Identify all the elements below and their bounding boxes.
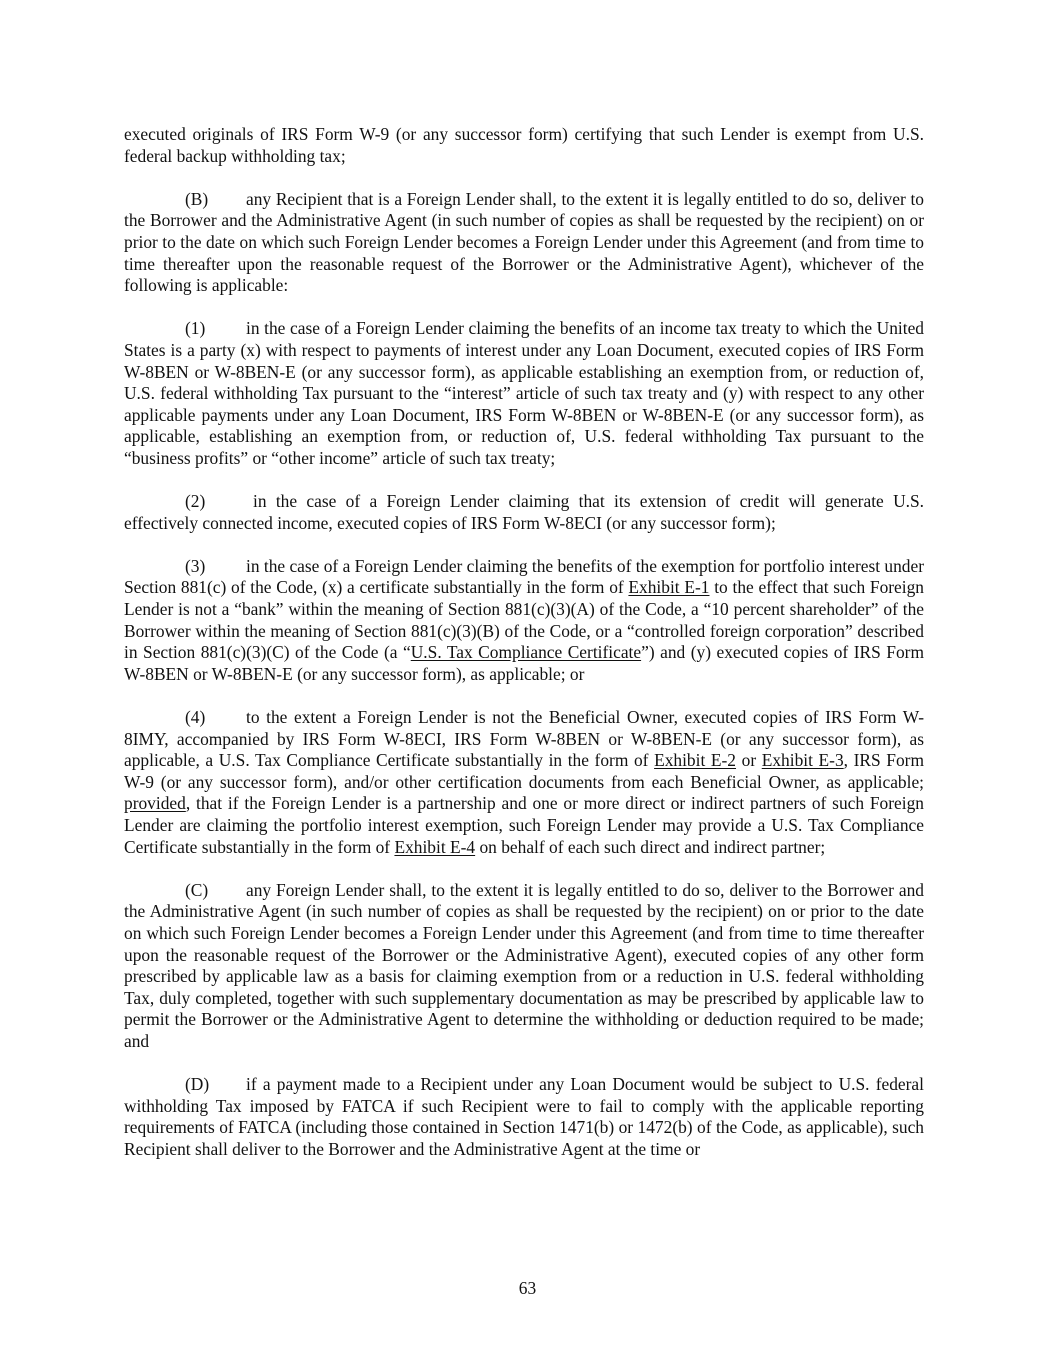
- paragraph-text: on behalf of each such direct and indirect partner;: [475, 836, 826, 857]
- page-number: 63: [518, 1278, 537, 1298]
- paragraph-label: (B): [185, 188, 209, 209]
- paragraph-text: , IRS Form W-9 (or any successor form), and/or other certification documents from each Beneficial Owner, as applicable;: [124, 750, 924, 792]
- paragraph-c: [124, 880, 924, 1053]
- paragraph-text: executed originals of IRS Form W-9 (or any successor form) certifying that such Lender is exempt from U.S. federal backup withholding tax;: [124, 124, 924, 166]
- paragraph-continuation: [124, 124, 924, 167]
- paragraph-label: (C): [185, 879, 209, 900]
- paragraph-text: in the case of a Foreign Lender claiming the benefits of the exemption for portfolio interest under Section 881(c) of the Code, (x) a certificate substantially in the form of: [124, 555, 925, 598]
- exhibit-e4-link: Exhibit E-4: [394, 836, 476, 857]
- exhibit-e1-link: Exhibit E-1: [628, 577, 710, 598]
- exhibit-e2-link: Exhibit E-2: [654, 750, 737, 771]
- provided-term: provided: [124, 793, 186, 814]
- paragraph-text: or: [736, 750, 762, 771]
- paragraph-text: to the effect that such Foreign Lender is not a “bank” within the meaning of Section 881(c)(3)(A) of the Code, a “10 percent shareholder” of the Borrower within the meaning of Section 881(c)(3)(B) of the Code, or a “controlled foreign corporation” described in Section 881(c)(3)(C) of the Code (a “: [124, 577, 924, 663]
- paragraph-b: [124, 189, 924, 297]
- exhibit-e3-link: Exhibit E-3: [761, 750, 844, 771]
- paragraph-text: in the case of a Foreign Lender claiming the benefits of an income tax treaty to which the United States is a party (x) with respect to payments of interest under any Loan Document, executed copies of IRS Form W-8BEN or W-8BEN-E (or any successor form), as applicable establishing an exemption from, or reduction of, U.S. federal withholding Tax pursuant to the “interest” article of such tax treaty and (y) with respect to any other applicable payments under any Loan Document, IRS Form W-8BEN or W-8BEN-E (or any successor form), as applicable, establishing an exemption from, or reduction of, U.S. federal withholding Tax pursuant to the “business profits” or “other income” article of such tax treaty;: [124, 318, 924, 468]
- paragraph-text: any Foreign Lender shall, to the extent it is legally entitled to do so, deliver to the Borrower and the Administrative Agent (in such number of copies as shall be requested by the recipient) on or prior to the date on which such Foreign Lender becomes a Foreign Lender under this Agreement (and from time to time thereafter upon the reasonable request of the Borrower or the Administrative Agent), executed copies of any other form prescribed by applicable law as a basis for claiming exemption from or a reduction in U.S. federal withholding Tax, duly completed, together with such supplementary documentation as may be prescribed by applicable law to permit the Borrower or the Administrative Agent to determine the withholding or deduction required to be made; and: [124, 879, 924, 1051]
- paragraph-d: [124, 1074, 924, 1160]
- paragraph-text: , that if the Foreign Lender is a partnership and one or more direct or indirect partners of such Foreign Lender are claiming the portfolio interest exemption, such Foreign Lender may provide a U.S. Tax Compliance Certificate substantially in the form of: [124, 793, 924, 857]
- paragraph-label: (D): [185, 1074, 210, 1095]
- paragraph-4: [124, 707, 924, 858]
- paragraph-text: ”) and (y) executed copies of IRS Form W-8BEN or W-8BEN-E (or any successor form), as applicable; or: [124, 642, 924, 684]
- document-page: [124, 124, 924, 1182]
- paragraph-1: [124, 318, 924, 469]
- paragraph-2: [124, 491, 924, 534]
- paragraph-3: [124, 556, 924, 686]
- tax-compliance-certificate-term: U.S. Tax Compliance Certificate: [410, 642, 642, 663]
- paragraph-text: if a payment made to a Recipient under any Loan Document would be subject to U.S. federal withholding Tax imposed by FATCA if such Recipient were to fail to comply with the applicable reporting requirements of FATCA (including those contained in Section 1471(b) or 1472(b) of the Code, as applicable), such Recipient shall deliver to the Borrower and the Administrative Agent at the time or: [124, 1074, 924, 1159]
- paragraph-text: in the case of a Foreign Lender claiming that its extension of credit will generate U.S. effectively connected income, executed copies of IRS Form W-8ECI (or any successor form);: [124, 491, 924, 533]
- paragraph-label: (1): [185, 318, 206, 339]
- paragraph-text: to the extent a Foreign Lender is not the Beneficial Owner, executed copies of IRS Form W-8IMY, accompanied by IRS Form W-8ECI, IRS Form W-8BEN or W-8BEN-E (or any successor form), as applicable, a U.S. Tax Compliance Certificate substantially in the form of: [124, 707, 924, 771]
- paragraph-label: (2): [185, 491, 206, 512]
- paragraph-text: any Recipient that is a Foreign Lender shall, to the extent it is legally entitled to do so, deliver to the Borrower and the Administrative Agent (in such number of copies as shall be requested by the recipient) on or prior to the date on which such Foreign Lender becomes a Foreign Lender under this Agreement (and from time to time thereafter upon the reasonable request of the Borrower or the Administrative Agent), whichever of the following is applicable:: [124, 188, 924, 296]
- paragraph-label: (4): [185, 707, 206, 728]
- paragraph-label: (3): [185, 555, 206, 576]
